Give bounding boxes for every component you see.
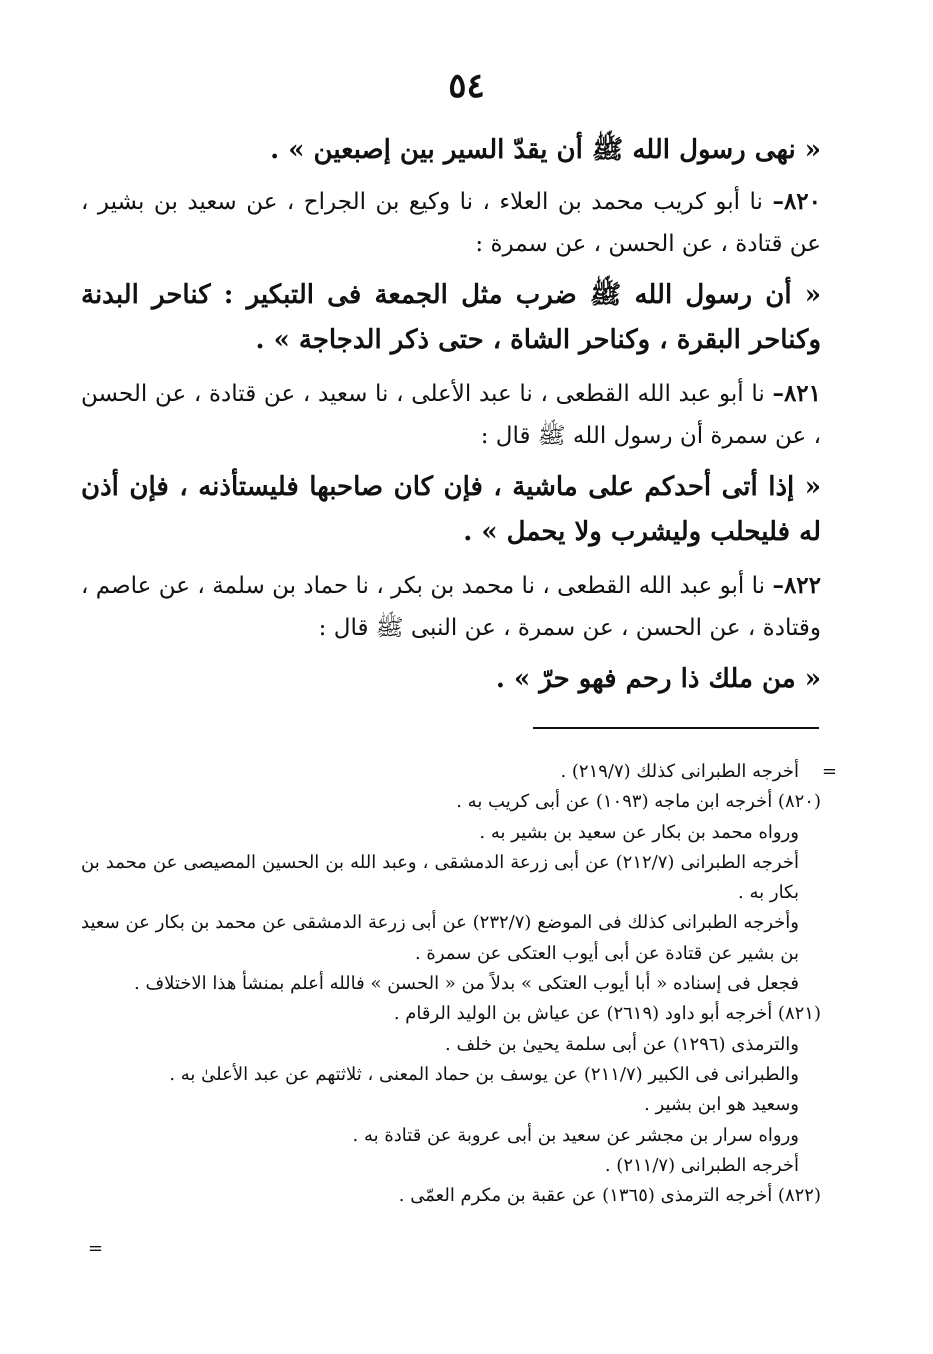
hadith-820-number: ٨٢٠–	[772, 188, 821, 215]
page-number: ٥٤	[448, 66, 485, 106]
footnote-line: والترمذى (١٢٩٦) عن أبى سلمة يحيىٰ بن خلف .	[445, 1033, 799, 1055]
main-text	[81, 128, 821, 702]
footnote-line: ورواه سرار بن مجشر عن سعيد بن أبى عروبة عن قتادة به .	[352, 1124, 799, 1146]
footnote-line: أخرجه الطبرانى (٢١١/٧) .	[604, 1154, 799, 1176]
footnote-separator	[533, 727, 819, 729]
hadith-821-matn: « إذا أتى أحدكم على ماشية ، فإن كان صاحبها فليستأذنه ، فإن أذن له فليحلب وليشرب ولا يحمل » .	[81, 472, 822, 547]
footnote-line: فجعل فى إسناده « أبا أيوب العتكى » بدلاً من « الحسن » فالله أعلم بمنشأ هذا الاختلاف .	[134, 973, 799, 995]
footnote-line: وأخرجه الطبرانى كذلك فى الموضع (٢٣٢/٧) عن أبى زرعة الدمشقى عن محمد بن بكار عن سعيد بن بشير عن قتادة عن أبى أيوب العتكى عن سمرة .	[81, 912, 800, 964]
footnote-continuation-mark-start: =	[821, 761, 837, 782]
hadith-820-matn: « أن رسول الله ﷺ ضرب مثل الجمعة فى التبكير : كناحر البدنة وكناحر البقرة ، وكناحر الشاة ، حتى ذكر الدجاجة » .	[81, 280, 821, 355]
hadith-821-number: ٨٢١–	[772, 380, 821, 407]
footnote-line: ورواه محمد بن بكار عن سعيد بن بشير به .	[479, 821, 799, 843]
footnote-line: (٨٢١) أخرجه أبو داود (٢٦١٩) عن عياش بن الوليد الرقام .	[393, 1003, 821, 1025]
hadith-822-number: ٨٢٢–	[772, 572, 821, 599]
footnotes	[81, 757, 821, 1211]
footnote-line: (٨٢٢) أخرجه الترمذى (١٣٦٥) عن عقبة بن مكرم العمّى .	[398, 1185, 821, 1207]
footnote-continuation-mark-end: =	[88, 1238, 104, 1259]
hadith-820-isnad	[81, 181, 821, 265]
hadith-821-isnad	[81, 373, 821, 457]
footnote-line: أخرجه الطبرانى (٢١٢/٧) عن أبى زرعة الدمشقى ، وعبد الله بن الحسين المصيصى عن محمد بن بكار به .	[81, 851, 799, 904]
hadith-822-isnad	[81, 565, 821, 649]
hadith-822-matn: « من ملك ذا رحم فهو حرّ » .	[495, 664, 821, 694]
hadith-821-isnad-text: نا أبو عبد الله القطعى ، نا عبد الأعلى ، نا سعيد ، عن قتادة ، عن الحسن ، عن سمرة أن رسول الله ﷺ قال :	[81, 381, 821, 449]
hadith-819-matn-end: « نهى رسول الله ﷺ أن يقدّ السير بين إصبعين » .	[270, 135, 821, 165]
hadith-822-isnad-text: نا أبو عبد الله القطعى ، نا محمد بن بكر ، نا حماد بن سلمة ، عن عاصم ، وقتادة ، عن الحسن ، عن سمرة ، عن النبى ﷺ قال :	[81, 573, 821, 641]
hadith-820-isnad-text: نا أبو كريب محمد بن العلاء ، نا وكيع بن الجراح ، عن سعيد بن بشير ، عن قتادة ، عن الحسن ، عن سمرة :	[81, 189, 821, 257]
footnote-line: (٨٢٠) أخرجه ابن ماجه (١٠٩٣) عن أبى كريب به .	[456, 791, 821, 813]
footnote-line: وسعيد هو ابن بشير .	[644, 1094, 799, 1116]
footnote-line: والطبرانى فى الكبير (٢١١/٧) عن يوسف بن حماد المعنى ، ثلاثتهم عن عبد الأعلىٰ به .	[169, 1063, 799, 1085]
footnote-line: أخرجه الطبرانى كذلك (٢١٩/٧) .	[560, 761, 799, 782]
